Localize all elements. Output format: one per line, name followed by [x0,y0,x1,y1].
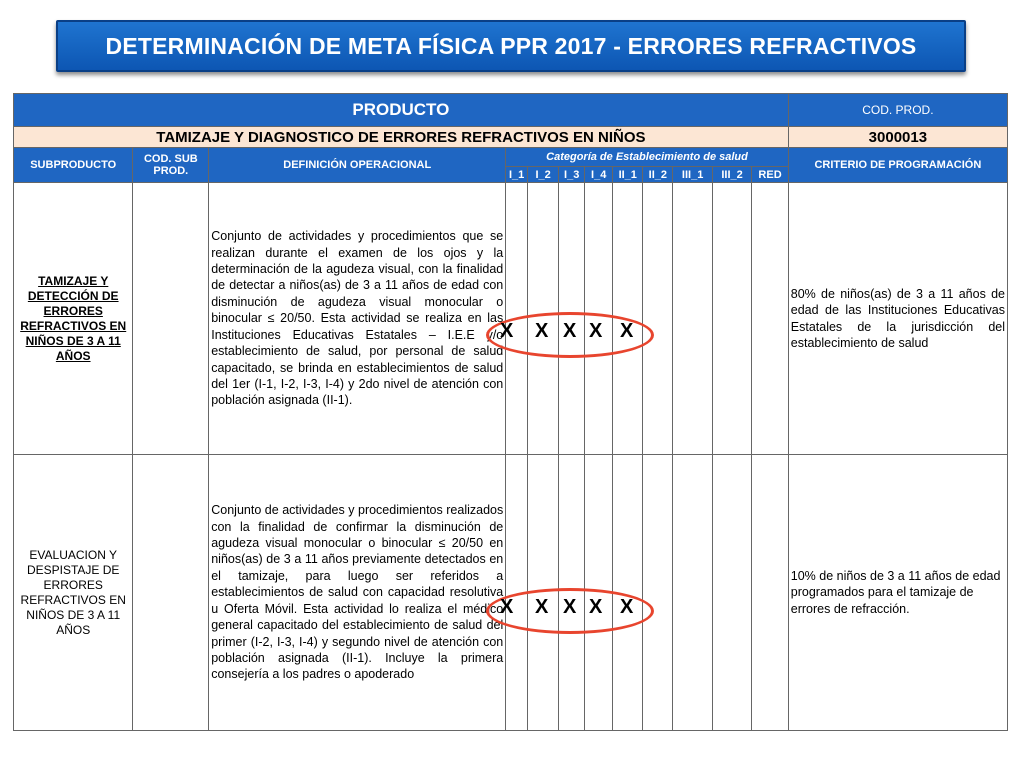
subproducto-cell: EVALUACION Y DESPISTAJE DE ERRORES REFRACTIVOS EN NIÑOS DE 3 A 11 AÑOS [14,455,133,731]
category-mark: X [563,320,577,342]
category-mark: X [620,596,634,618]
subproducto-header: SUBPRODUCTO [14,148,133,183]
table-row [14,455,1008,731]
definicion-header: DEFINICIÓN OPERACIONAL [209,148,506,183]
table-row [14,183,1008,455]
product-name: TAMIZAJE Y DIAGNOSTICO DE ERRORES REFRACTIVOS EN NIÑOS [14,127,789,148]
cod-sub-cell [133,183,209,455]
categoria-header: Categoría de Establecimiento de salud [506,148,789,167]
criterio-cell: 10% de niños de 3 a 11 años de edad programados para el tamizaje de errores de refracción. [788,455,1007,731]
category-mark: X [563,596,577,618]
category-mark: X [620,320,634,342]
category-mark: X [535,596,549,618]
criterio-cell: 80% de niños(as) de 3 a 11 años de edad de las Instituciones Educativas Estatales de la jurisdicción del establecimiento de salud [788,183,1007,455]
criterio-header: CRITERIO DE PROGRAMACIÓN [788,148,1007,183]
producto-header: PRODUCTO [14,94,789,127]
definicion-cell: Conjunto de actividades y procedimientos que se realizan durante el examen de los ojos y la determinación de la agudeza visual, con la finalidad de detectar a niños(as) de 3 a 11 años de edad con disminución de agudeza visual monocular o binocular ≤ 20/50. Esta actividad se realiza en las Instituciones Educativas Estatales – I.E.E y/o establecimiento de salud, por personal de salud capacitado, se brinda en establecimientos de salud del 1er (I-1, I-2, I-3, I-4) y 2do nivel de atención con población asignada (II-1). [209,183,506,455]
category-header: II_1 [613,167,643,183]
cod-prod-header: COD. PROD. [788,94,1007,127]
category-header: II_2 [643,167,673,183]
category-mark: X [589,596,603,618]
category-header: RED [752,167,788,183]
category-mark: X [589,320,603,342]
category-header: III_1 [673,167,712,183]
category-mark: X [500,320,514,342]
product-code: 3000013 [788,127,1007,148]
category-header: III_2 [712,167,751,183]
definicion-cell: Conjunto de actividades y procedimientos realizados con la finalidad de confirmar la disminución de agudeza visual monocular o binocular ≤ 20/50 en niños(as) de 3 a 11 años previamente detectados en el tamizaje, para luego ser referidos a establecimientos de salud con capacidad resolutiva u Oferta Móvil. Esta actividad lo realiza el médico general capacitado del establecimiento de salud del primer (I-2, I-3, I-4) y segundo nivel de atención con población asignada (II-1). Incluye la primera consejería a los padres o apoderado [209,455,506,731]
meta-fisica-table [13,93,1008,731]
category-header: I_1 [506,167,528,183]
category-header: I_3 [559,167,585,183]
category-mark: X [500,596,514,618]
subproducto-cell: TAMIZAJE Y DETECCIÓN DE ERRORES REFRACTIVOS EN NIÑOS DE 3 A 11 AÑOS [14,183,133,455]
category-header: I_2 [528,167,559,183]
cod-sub-prod-header: COD. SUB PROD. [133,148,209,183]
category-mark: X [535,320,549,342]
category-header: I_4 [585,167,613,183]
page-title: DETERMINACIÓN DE META FÍSICA PPR 2017 - ERRORES REFRACTIVOS [56,20,966,72]
cod-sub-cell [133,455,209,731]
